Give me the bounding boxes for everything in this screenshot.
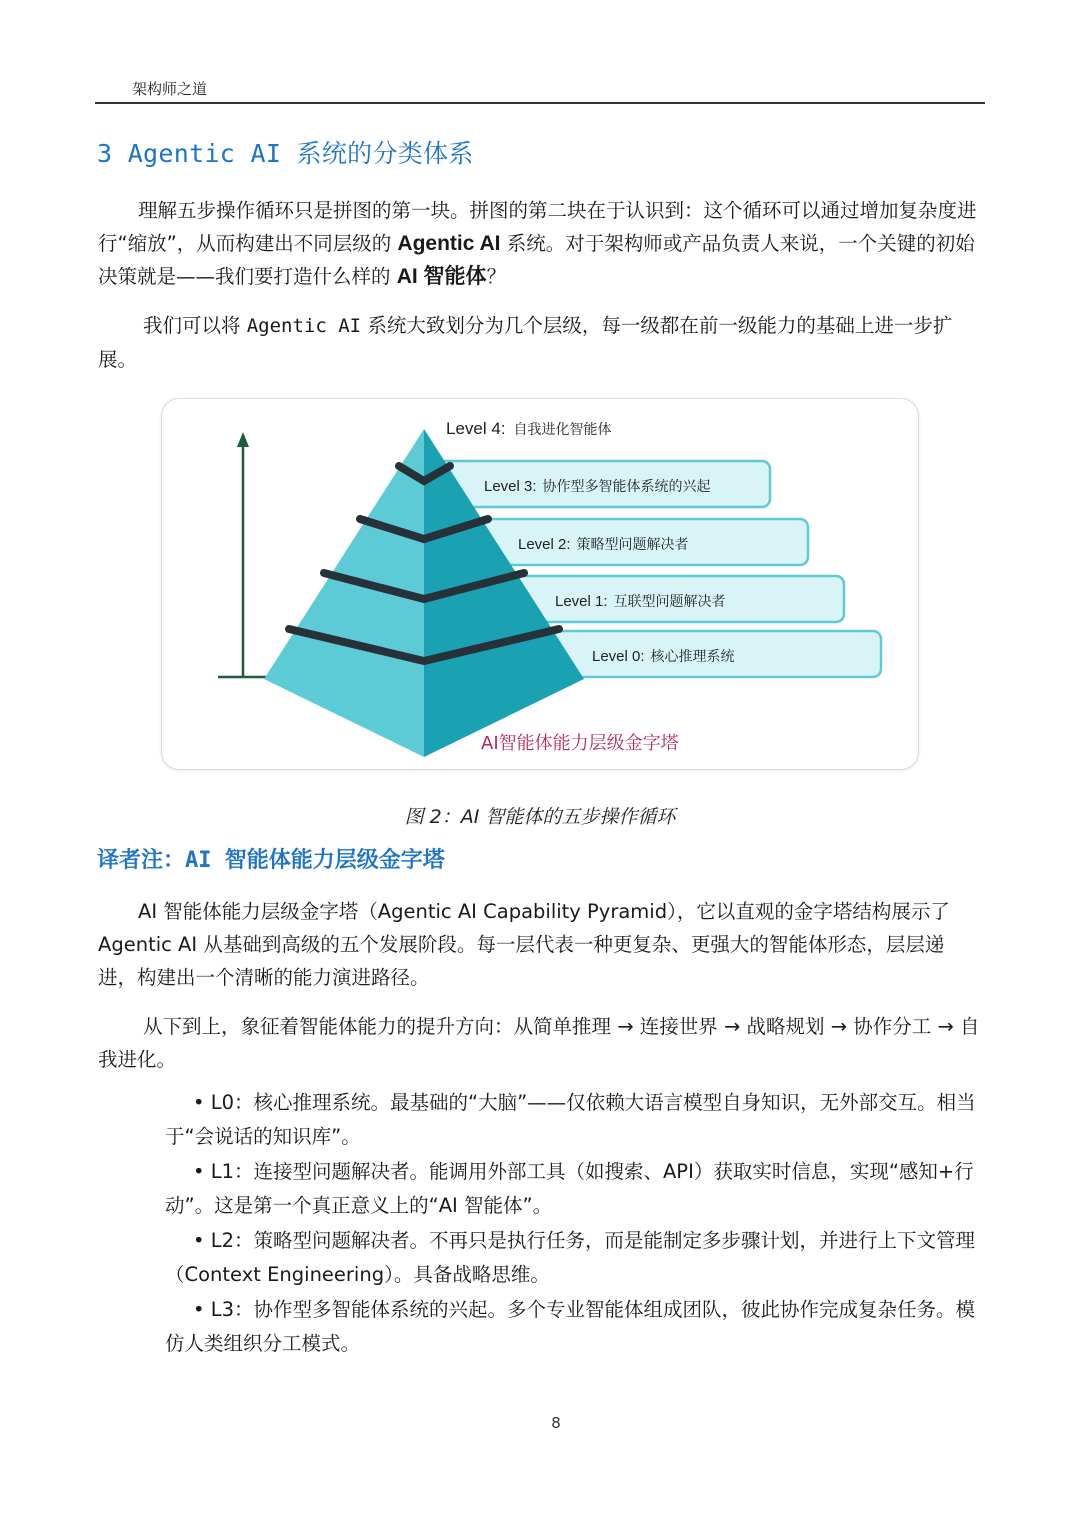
- header-divider: [95, 102, 985, 104]
- bullet-item-l0: • L0：核心推理系统。最基础的“大脑”——仅依赖大语言模型自身知识，无外部交互。相当于“会说话的知识库”。: [165, 1091, 976, 1148]
- level-1-label: Level 1: 互联型问题解决者: [555, 593, 726, 610]
- level-4-label: Level 4: 自我进化智能体: [446, 419, 612, 438]
- mono-term: Agentic AI: [246, 315, 362, 337]
- page-number: 8: [551, 1414, 561, 1432]
- pyramid-figure: [161, 398, 919, 770]
- bold-term: AI 智能体: [396, 265, 487, 288]
- intro-text: 系统大致划分为几个层级，每一级都在前一级能力的基础上进一步扩展。: [98, 314, 953, 371]
- bullet-item-l1: • L1：连接型问题解决者。能调用外部工具（如搜索、API）获取实时信息，实现“感知+行动”。这是第一个真正意义上的“AI 智能体”。: [165, 1160, 974, 1217]
- arrow-head-icon: [237, 432, 249, 447]
- level-3-label: Level 3: 协作型多智能体系统的兴起: [484, 478, 711, 495]
- pyramid-title: AI智能体能力层级金字塔: [481, 733, 679, 754]
- pyramid-diagram: [162, 399, 918, 769]
- figure-caption: 图 2：AI 智能体的五步操作循环: [404, 806, 676, 828]
- running-header: 架构师之道: [132, 80, 208, 98]
- note-paragraph-1: AI 智能体能力层级金字塔（Agentic AI Capability Pyramid），它以直观的金字塔结构展示了 Agentic AI 从基础到高级的五个发展阶段。每一层代表一种更复杂、更强大的智能体形态，层层递进，构建出一个清晰的能力演进路径。: [98, 900, 950, 989]
- level-0-label: Level 0: 核心推理系统: [592, 648, 735, 665]
- intro-paragraph-2: [98, 309, 982, 376]
- bullet-item-l2: • L2：策略型问题解决者。不再只是执行任务，而是能制定多步骤计划，并进行上下文管理（Context Engineering）。具备战略思维。: [165, 1229, 975, 1286]
- intro-text: 我们可以将: [143, 314, 241, 337]
- intro-text: 系统。对于架构师或产品负责人来说，一个关键的初始决策就是——我们要打造什么样的: [98, 232, 975, 288]
- section-title: 3 Agentic AI 系统的分类体系: [97, 139, 474, 168]
- intro-text: 理解五步操作循环只是拼图的第一块。拼图的第二块在于认识到：这个循环可以通过增加复杂度进行“缩放”，从而构建出不同层级的: [98, 199, 977, 255]
- level-2-label: Level 2: 策略型问题解决者: [518, 536, 689, 553]
- bullet-item-l3: • L3：协作型多智能体系统的兴起。多个专业智能体组成团队，彼此协作完成复杂任务。模仿人类组织分工模式。: [165, 1298, 975, 1355]
- note-paragraph-2: 从下到上，象征着智能体能力的提升方向：从简单推理 → 连接世界 → 战略规划 → 协作分工 → 自我进化。: [98, 1015, 980, 1071]
- intro-paragraph-1: [98, 194, 982, 293]
- intro-text: ？: [486, 265, 507, 288]
- bold-term: Agentic AI: [397, 232, 501, 255]
- translator-note-title: 译者注：AI 智能体能力层级金字塔: [97, 848, 445, 873]
